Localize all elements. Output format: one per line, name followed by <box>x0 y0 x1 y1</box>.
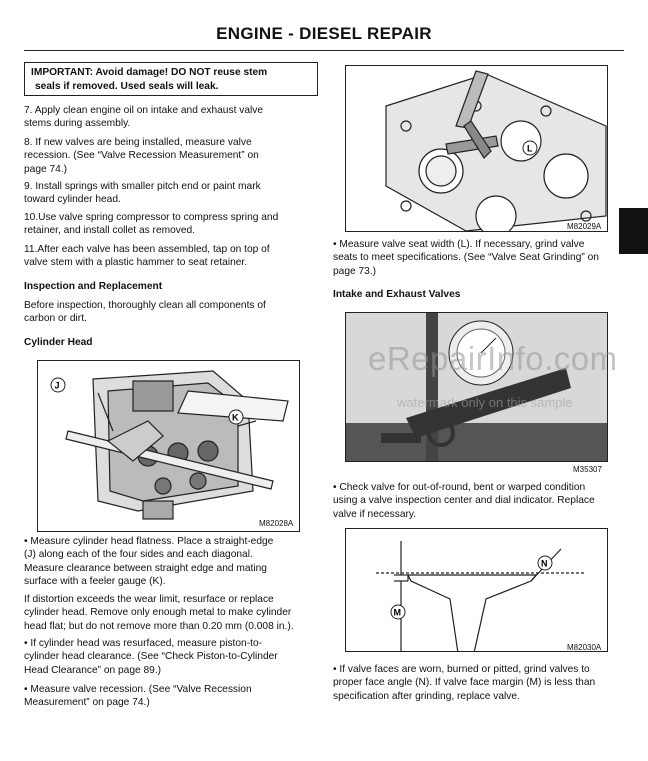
flatness-paragraph: • Measure cylinder head flatness. Place a straight-edge (J) along each of the four sides and each diagonal. Measure clearance between straight edge and mating surface with a feeler gauge (K). <box>24 535 324 588</box>
step-7: 7. Apply clean engine oil on intake and exhaust valve stems during assembly. <box>24 105 264 130</box>
figure-caption-m82028a: M82028A <box>259 519 294 528</box>
inspection-heading: Inspection and Replacement <box>24 281 163 292</box>
label-j: J <box>54 380 60 391</box>
step-11: 11.After each valve has been assembled, tap on top of valve stem with a plastic hammer to seat retainer. <box>24 244 270 269</box>
intake-exhaust-heading: Intake and Exhaust Valves <box>333 289 461 300</box>
watermark-site: eRepairInfo.com <box>368 340 618 377</box>
distortion-paragraph: If distortion exceeds the wear limit, resurface or replace cylinder head. Remove only enough metal to make cylinder head flat; but do not remove more than 0.20 mm (0.008 in.). <box>24 594 294 632</box>
check-valve-paragraph: • Check valve for out-of-round, bent or warped condition using a valve inspection center and dial indicator. Replace valve if necessary. <box>333 481 633 521</box>
step-9: 9. Install springs with smaller pitch end or paint mark toward cylinder head. <box>24 181 261 206</box>
label-n: N <box>541 558 548 569</box>
label-m: M <box>393 607 401 618</box>
seat-width-paragraph: • Measure valve seat width (L). If necessary, grind valve seats to meet specifications. (See “Valve Seat Grinding” on page 73.) <box>333 238 633 278</box>
valve-face-figure <box>345 528 608 652</box>
resurface-paragraph: • If cylinder head was resurfaced, measure piston-to- cylinder head clearance. (See “Check Piston-to-Cylinder Head Clearance” on page 89.) <box>24 637 324 677</box>
valve-seat-illustration <box>346 66 608 232</box>
figure-caption-m82029a: M82029A <box>567 222 602 231</box>
cylinder-head-heading: Cylinder Head <box>24 337 93 348</box>
figure-caption-m35307: M35307 <box>573 465 602 474</box>
header-rule <box>24 50 624 51</box>
step-8: 8. If new valves are being installed, measure valve recession. (See “Valve Recession Measurement” on page 74.) <box>24 137 259 175</box>
warning-line-2: seals if removed. Used seals will leak. <box>35 80 219 92</box>
page-title: ENGINE - DIESEL REPAIR <box>216 24 432 43</box>
step-10: 10.Use valve spring compressor to compress spring and retainer, and install collet as removed. <box>24 212 279 237</box>
figure-caption-m82030a: M82030A <box>567 643 602 652</box>
valve-face-illustration <box>346 529 608 652</box>
important-warning-box <box>24 62 318 96</box>
valve-seat-figure <box>345 65 608 232</box>
label-l: L <box>527 143 533 154</box>
cylinder-head-illustration <box>38 361 300 532</box>
watermark-note: watermark only on this sample <box>397 395 573 410</box>
inspection-text: Before inspection, thoroughly clean all components of carbon or dirt. <box>24 300 266 325</box>
label-k: K <box>232 412 239 423</box>
valve-faces-paragraph: • If valve faces are worn, burned or pitted, grind valves to proper face angle (N). If valve face margin (M) is less than specification after grinding, replace valve. <box>333 663 633 703</box>
warning-line-1: IMPORTANT: Avoid damage! DO NOT reuse stem <box>31 67 268 78</box>
dial-indicator-photo <box>345 312 608 462</box>
recession-paragraph: • Measure valve recession. (See “Valve Recession Measurement” on page 74.) <box>24 683 324 710</box>
dial-indicator-illustration <box>346 313 608 462</box>
cylinder-head-figure <box>37 360 300 532</box>
